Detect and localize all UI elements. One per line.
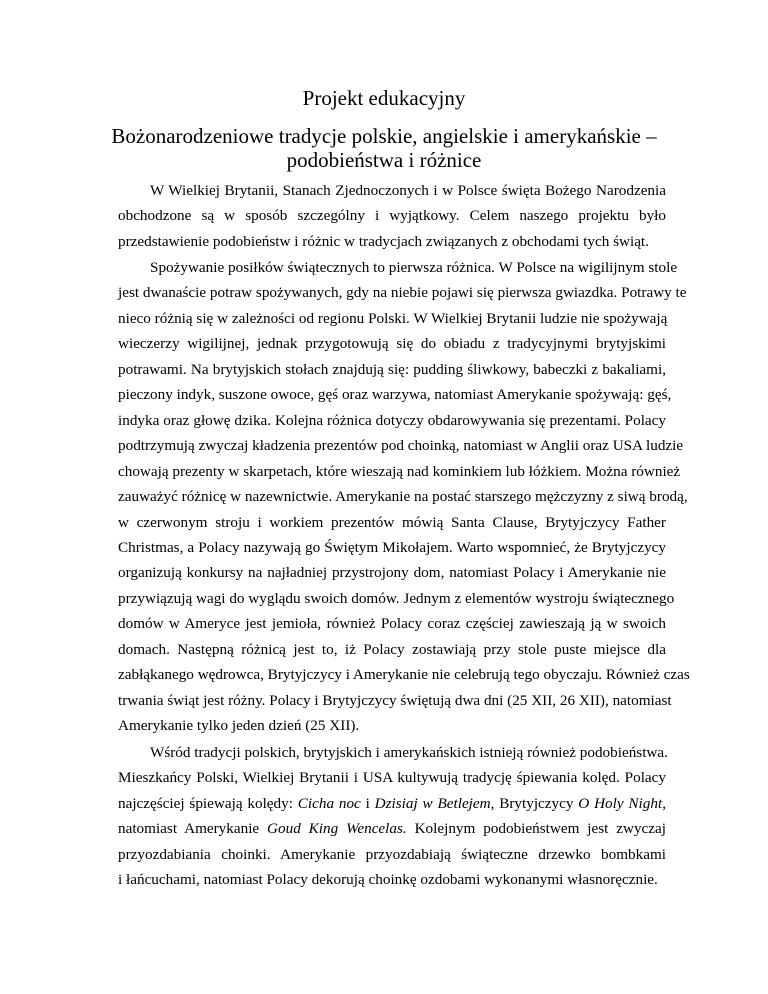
text-line: indyka oraz głowę dzika. Kolejna różnica dotyczy obdarowywania się prezentami. Polacy — [118, 411, 666, 429]
text-line: i łańcuchami, natomiast Polacy dekorują choinkę ozdobami wykonanymi własnoręcznie. — [118, 871, 658, 889]
document-kicker: Projekt edukacyjny — [302, 86, 466, 110]
text-run: , Brytyjczycy — [490, 794, 579, 812]
carol-title: Cicha noc — [297, 794, 361, 812]
text-line: domach. Następną różnicą jest to, iż Polacy zostawiają przy stole puste miejsce dla — [118, 640, 666, 658]
text-line: jest dwanaście potraw spożywanych, gdy na niebie pojawi się pierwsza gwiazdka. Potrawy te — [118, 284, 687, 302]
text-line: wieczerzy wigilijnej, jednak przygotowują się do obiadu z tradycyjnymi brytyjskimi — [118, 335, 666, 353]
text-line: przywiązują wagi do wyglądu swoich domów. Jednym z elementów wystroju świątecznego — [118, 589, 675, 607]
text-line: trwania świąt jest różny. Polacy i Brytyjczycy świętują dwa dni (25 XII, 26 XII), natomiast — [118, 691, 672, 709]
text-line — [118, 791, 666, 816]
carol-title: Goud King Wencelas. — [267, 820, 407, 838]
text-line: przyozdabiania choinki. Amerykanie przyozdabiają świąteczne drzewko bombkami — [118, 845, 666, 863]
text-line: domów w Ameryce jest jemioła, również Polacy coraz częściej zawieszają ją w swoich — [118, 615, 666, 633]
text-run: Kolejnym podobieństwem jest zwyczaj — [406, 820, 666, 838]
title-line: podobieństwa i różnice — [286, 148, 482, 172]
text-run: natomiast Amerykanie — [118, 820, 268, 838]
text-line: zabłąkanego wędrowca, Brytyjczycy i Amerykanie nie celebrują tego obyczaju. Również czas — [118, 666, 690, 684]
text-line: przedstawienie podobieństw i różnic w tradycjach związanych z obchodami tych świąt. — [118, 232, 649, 250]
title-line: Bożonarodzeniowe tradycje polskie, angielskie i amerykańskie – — [111, 124, 657, 148]
document-title — [0, 124, 768, 172]
text-line: pieczony indyk, suszone owoce, gęś oraz warzywa, natomiast Amerykanie spożywają: gęś, — [118, 386, 672, 404]
text-line: Spożywanie posiłków świątecznych to pierwsza różnica. W Polsce na wigilijnym stole — [150, 259, 678, 276]
carol-title: Dzisiaj w Betlejem — [374, 794, 491, 812]
text-line: Christmas, a Polacy nazywają go Świętym Mikołajem. Warto wspomnieć, że Brytyjczycy — [118, 538, 666, 556]
text-run: , — [662, 794, 666, 812]
paragraph-intro — [118, 178, 666, 254]
text-line: W Wielkiej Brytanii, Stanach Zjednoczonych i w Polsce święta Bożego Narodzenia — [150, 182, 666, 199]
text-line: zauważyć różnicę w nazewnictwie. Amerykanie na postać starszego mężczyzny z siwą brodą, — [118, 488, 688, 506]
text-line: organizują konkursy na najładniej przystrojony dom, natomiast Polacy i Amerykanie nie — [118, 564, 666, 582]
paragraph-similarities — [118, 740, 666, 893]
text-line — [118, 816, 666, 841]
text-line: chowają prezenty w skarpetach, które wieszają nad kominkiem lub łóżkiem. Można również — [118, 462, 681, 480]
text-run: i — [360, 794, 375, 812]
text-run: najczęściej śpiewają kolędy: — [118, 794, 298, 812]
text-line: potrawami. Na brytyjskich stołach znajdują się: pudding śliwkowy, babeczki z bakaliami, — [118, 360, 666, 378]
carol-title: O Holy Night — [578, 794, 663, 812]
text-line: obchodzone są w sposób szczególny i wyjątkowy. Celem naszego projektu było — [118, 207, 666, 225]
text-line: Amerykanie tylko jeden dzień (25 XII). — [118, 717, 360, 735]
text-line: w czerwonym stroju i workiem prezentów mówią Santa Clause, Brytyjczycy Father — [118, 513, 666, 531]
text-line: podtrzymują zwyczaj kładzenia prezentów pod choinką, natomiast w Anglii oraz USA ludzie — [118, 437, 684, 455]
text-line: Mieszkańcy Polski, Wielkiej Brytanii i USA kultywują tradycję śpiewania kolęd. Polacy — [118, 769, 666, 787]
text-line: Wśród tradycji polskich, brytyjskich i amerykańskich istnieją również podobieństwa. — [150, 744, 668, 761]
text-line: nieco różnią się w zależności od regionu Polski. W Wielkiej Brytanii ludzie nie spożywają — [118, 309, 668, 327]
paragraph-differences — [118, 255, 690, 739]
